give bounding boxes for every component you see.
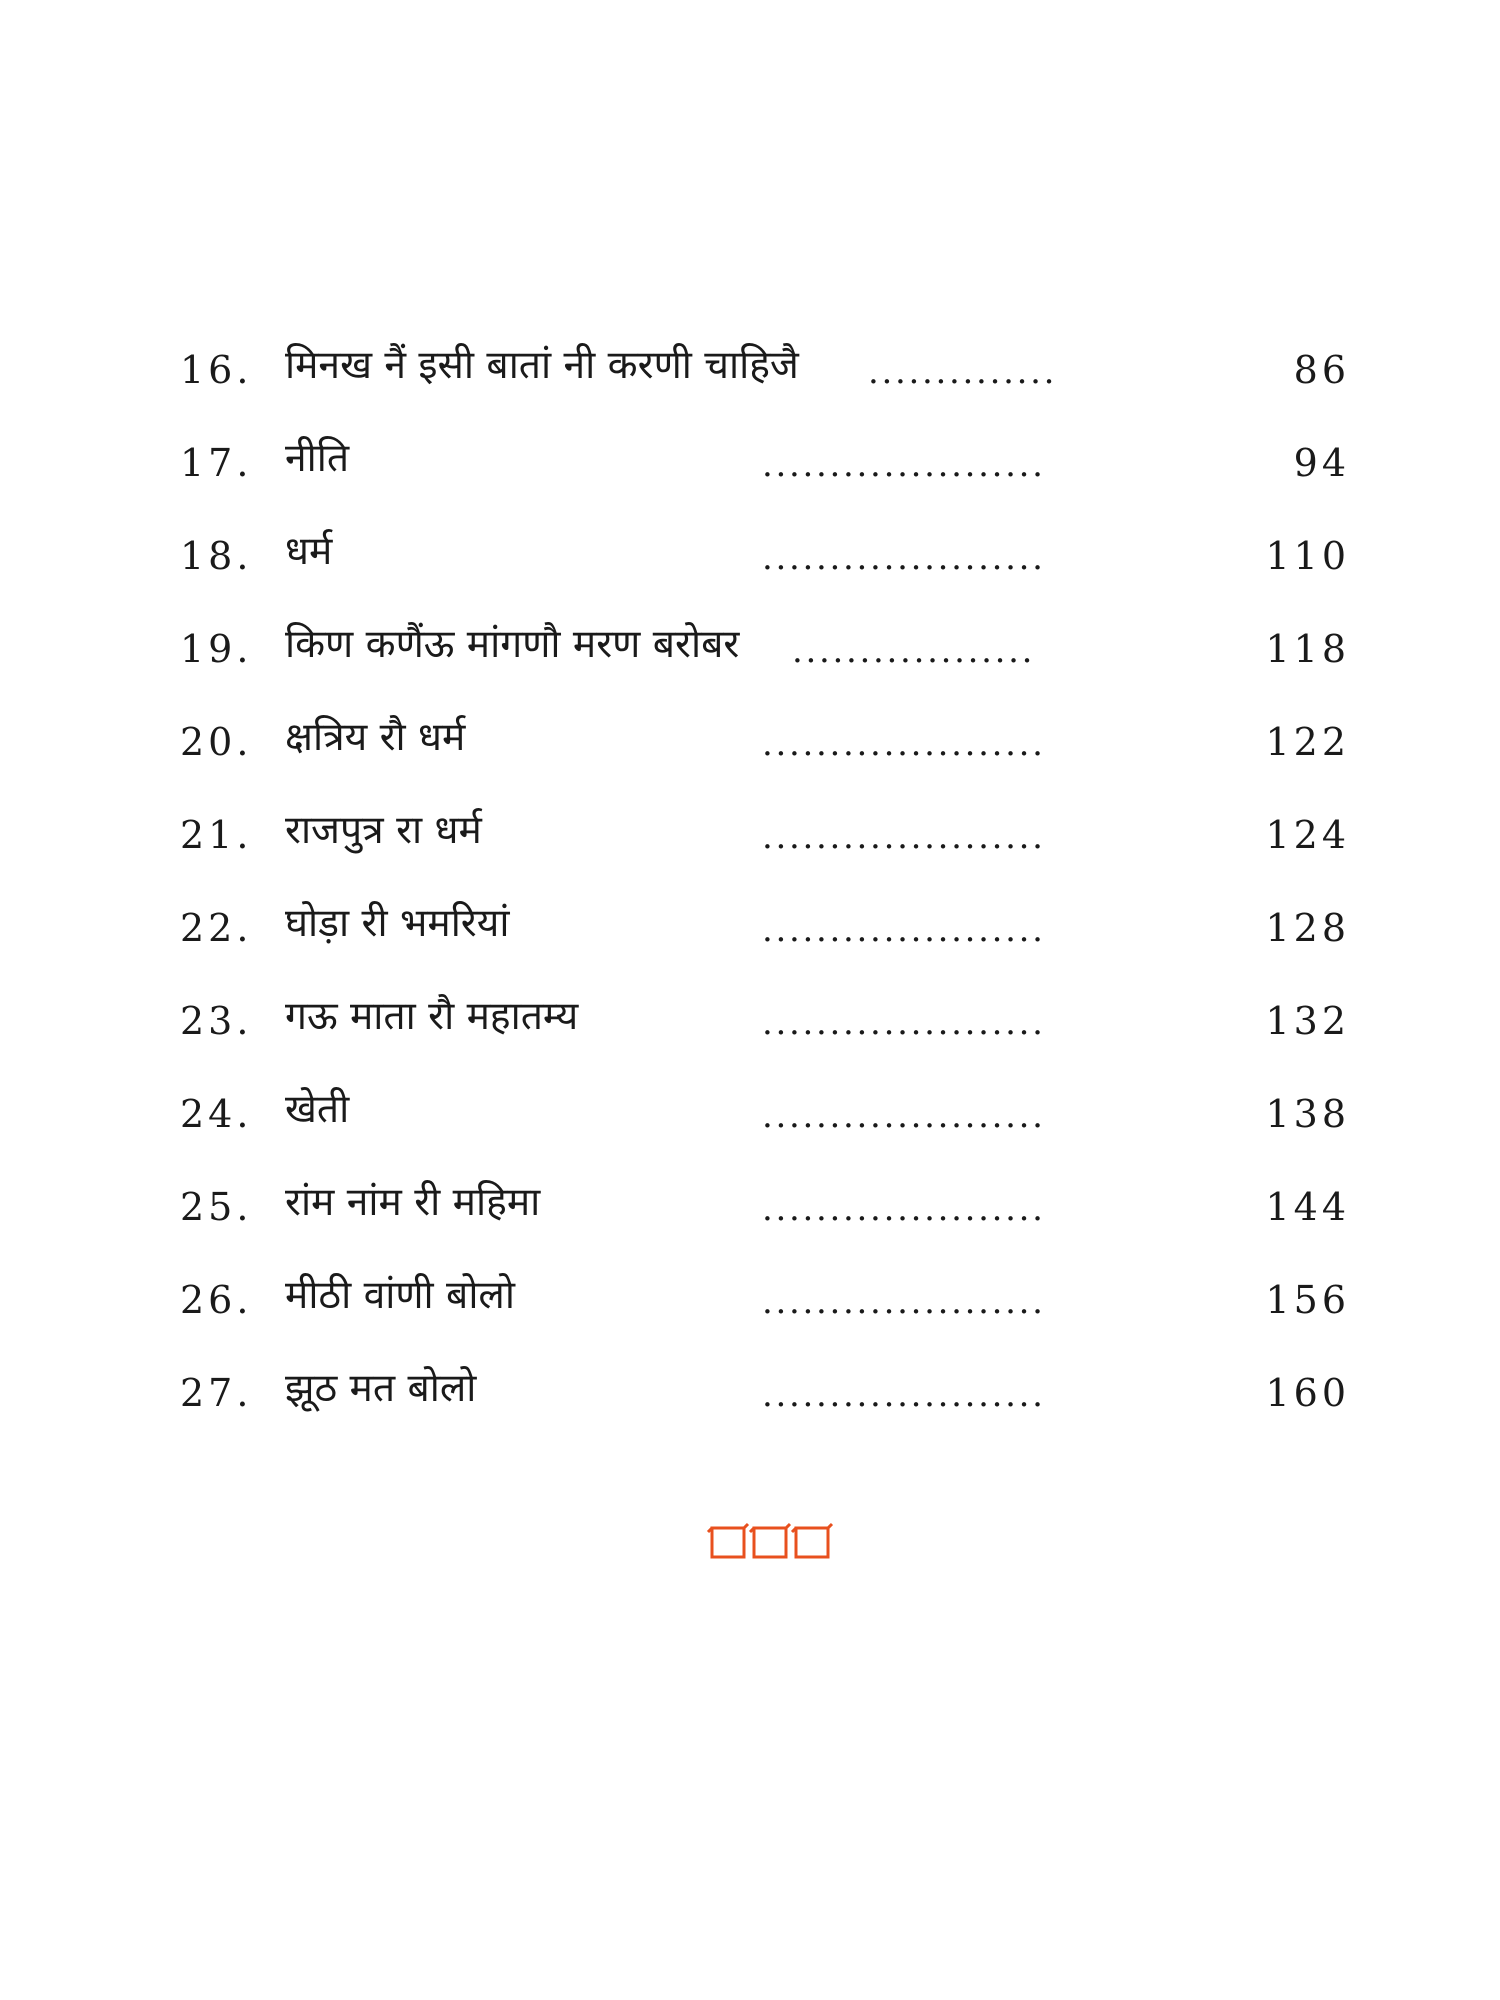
toc-entry [0, 614, 1500, 684]
toc-entry [0, 1079, 1500, 1149]
entry-title: खेती [285, 1087, 350, 1132]
toc-entry [0, 986, 1500, 1056]
ornament-square [712, 1528, 744, 1557]
entry-number: 18. [180, 534, 253, 578]
entry-page-number: 124 [1265, 813, 1350, 857]
entry-page-number: 144 [1265, 1185, 1350, 1229]
toc-entry [0, 1265, 1500, 1335]
leader-dots: ..................... [762, 817, 1046, 857]
toc-entry [0, 1358, 1500, 1428]
entry-title: क्षत्रिय रौ धर्म [285, 715, 466, 760]
toc-entry [0, 428, 1500, 498]
entry-number: 25. [180, 1185, 253, 1229]
entry-title: घोड़ा री भमरियां [285, 901, 510, 946]
entry-title: धर्म [285, 529, 333, 574]
toc-entry [0, 521, 1500, 591]
ornament-square [796, 1528, 828, 1557]
toc-entry [0, 1172, 1500, 1242]
entry-page-number: 128 [1265, 906, 1350, 950]
leader-dots: .................. [792, 631, 1036, 671]
end-ornament-svg [706, 1522, 836, 1562]
leader-dots: ..................... [762, 445, 1046, 485]
toc-entry [0, 335, 1500, 405]
ornament-corner [792, 1524, 832, 1532]
ornament-corner [708, 1524, 748, 1532]
entry-title: मिनख नैं इसी बातां नी करणी चाहिजै [285, 343, 799, 388]
leader-dots: ..................... [762, 1003, 1046, 1043]
entry-page-number: 110 [1265, 534, 1350, 578]
entry-title: झूठ मत बोलो [285, 1366, 477, 1411]
entry-page-number: 132 [1265, 999, 1350, 1043]
entry-number: 21. [180, 813, 253, 857]
three-squares-ornament-icon [706, 1522, 836, 1562]
entry-number: 19. [180, 627, 253, 671]
toc-entry [0, 800, 1500, 870]
leader-dots: ..................... [762, 1189, 1046, 1229]
leader-dots: ..................... [762, 910, 1046, 950]
entry-page-number: 122 [1265, 720, 1350, 764]
toc-entry [0, 707, 1500, 777]
entry-number: 22. [180, 906, 253, 950]
entry-page-number: 86 [1293, 348, 1350, 392]
leader-dots: .............. [868, 352, 1058, 392]
ornament-corner [750, 1524, 790, 1532]
entry-number: 23. [180, 999, 253, 1043]
entry-number: 27. [180, 1371, 253, 1415]
entry-number: 17. [180, 441, 253, 485]
entry-page-number: 94 [1293, 441, 1350, 485]
entry-title: रांम नांम री महिमा [285, 1180, 541, 1225]
toc-entry [0, 893, 1500, 963]
leader-dots: ..................... [762, 724, 1046, 764]
leader-dots: ..................... [762, 1096, 1046, 1136]
leader-dots: ..................... [762, 1375, 1046, 1415]
entry-title: नीति [285, 436, 350, 481]
entry-page-number: 160 [1265, 1371, 1350, 1415]
entry-title: गऊ माता रौ महातम्य [285, 994, 579, 1039]
ornament-square [754, 1528, 786, 1557]
entry-number: 20. [180, 720, 253, 764]
entry-title: राजपुत्र रा धर्म [285, 808, 482, 853]
leader-dots: ..................... [762, 1282, 1046, 1322]
entry-number: 16. [180, 348, 253, 392]
entry-number: 26. [180, 1278, 253, 1322]
entry-title: मीठी वांणी बोलो [285, 1273, 515, 1318]
entry-number: 24. [180, 1092, 253, 1136]
entry-page-number: 138 [1265, 1092, 1350, 1136]
leader-dots: ..................... [762, 538, 1046, 578]
entry-page-number: 118 [1265, 627, 1350, 671]
entry-title: किण कणैंऊ मांगणौ मरण बरोबर [285, 622, 740, 667]
entry-page-number: 156 [1265, 1278, 1350, 1322]
